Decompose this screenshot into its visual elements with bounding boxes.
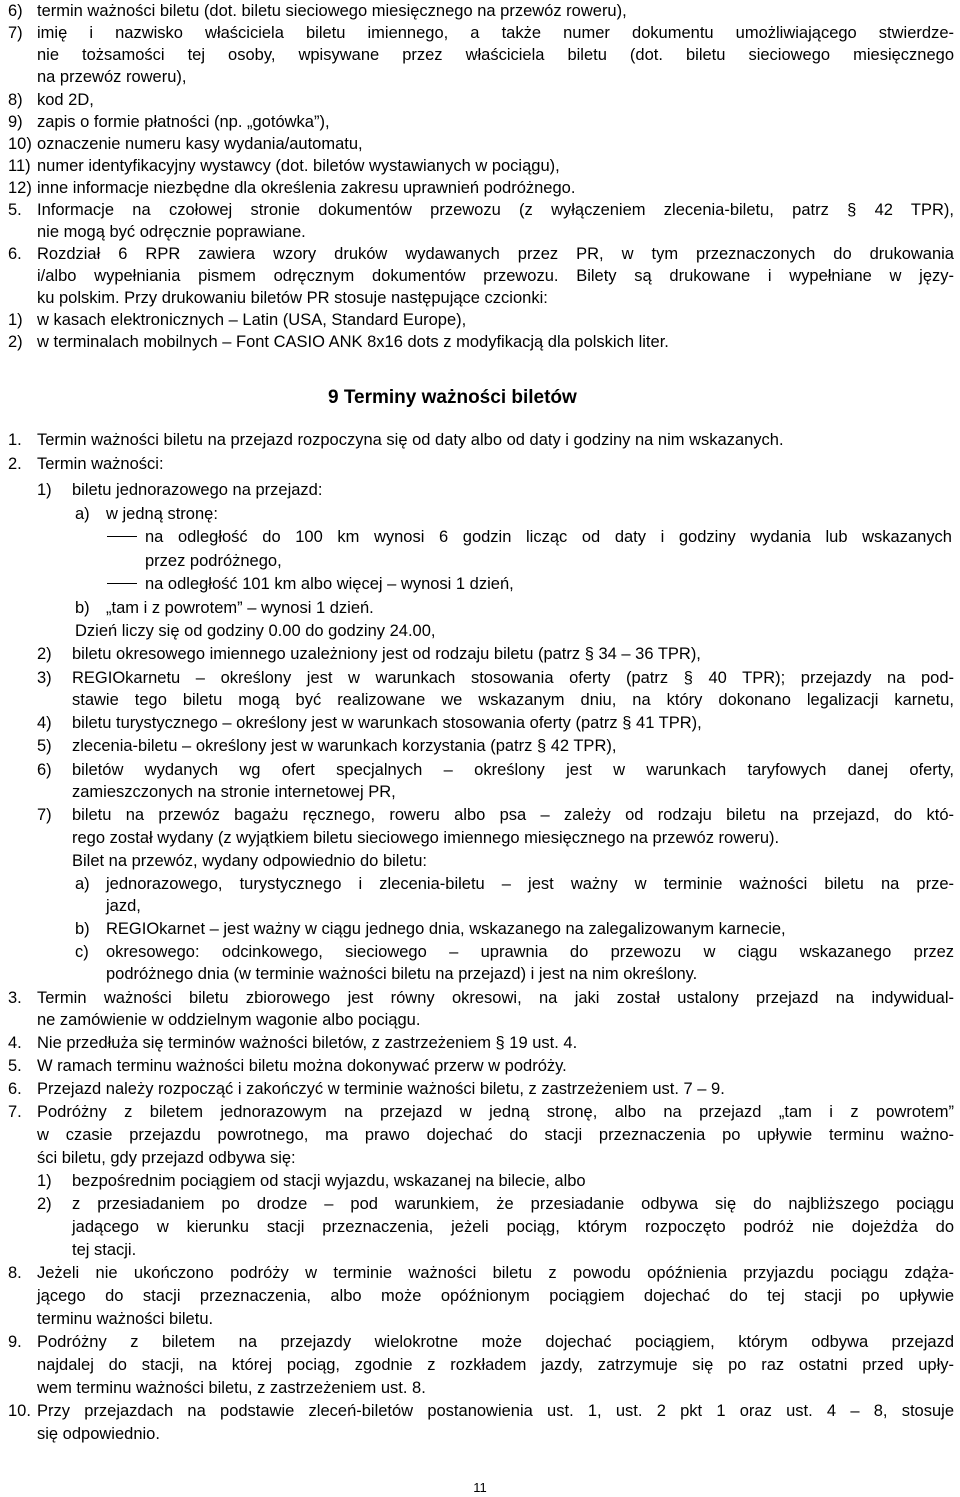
list-item-text: w jedną stronę: — [106, 505, 218, 523]
paragraph-text: się odpowiednio. — [37, 1425, 160, 1443]
paragraph-text: Termin ważności biletu na przejazd rozpoczyna się od daty albo od daty i godziny na nim wskazanych. — [37, 431, 784, 449]
list-item-text: tej stacji. — [72, 1241, 137, 1259]
list-item-num: a) — [75, 505, 90, 523]
paragraph-num: 3. — [8, 989, 22, 1007]
dash-bullet — [107, 583, 137, 584]
list-item-num: 9) — [8, 113, 23, 131]
list-item-text: na odległość do 100 km wynosi 6 godzin licząc od daty i godziny wydania lub wskazanych — [145, 528, 952, 546]
list-item-num: 7) — [37, 806, 52, 824]
list-item-num: 1) — [8, 311, 23, 329]
paragraph-num: 6. — [8, 1080, 22, 1098]
list-item-text: w kasach elektronicznych – Latin (USA, Standard Europe), — [37, 311, 467, 329]
paragraph-num: 9. — [8, 1333, 22, 1351]
paragraph-num: 6. — [8, 245, 22, 263]
list-item-text: biletów wydanych wg ofert specjalnych – określony jest w warunkach taryfowych danej oferty, — [72, 761, 954, 779]
paragraph-num: 7. — [8, 1103, 22, 1121]
paragraph-num: 5. — [8, 201, 22, 219]
list-item-text: Bilet na przewóz, wydany odpowiednio do biletu: — [72, 852, 427, 870]
list-item-text: okresowego: odcinkowego, sieciowego – uprawnia do przewozu w ciągu wskazanego przez — [106, 943, 954, 961]
list-item-text: Dzień liczy się od godziny 0.00 do godziny 24.00, — [75, 622, 436, 640]
list-item-num: 3) — [37, 669, 52, 687]
list-item-num: c) — [75, 943, 89, 961]
paragraph-text: Przejazd należy rozpocząć i zakończyć w terminie ważności biletu, z zastrzeżeniem ust. 7 – 9. — [37, 1080, 725, 1098]
list-item-text: zapis o formie płatności (np. „gotówka”), — [37, 113, 330, 131]
page-number: 11 — [473, 1480, 487, 1495]
list-item-text: jazd, — [106, 897, 141, 915]
list-item-text: zlecenia-biletu – określony jest w warunkach korzystania (patrz § 42 TPR), — [72, 737, 617, 755]
list-item-text: imię i nazwisko właściciela biletu imiennego, a także numer dokumentu umożliwiającego stwierdze- — [37, 24, 954, 42]
list-item-text: na przewóz roweru), — [37, 68, 187, 86]
list-item-text: w terminalach mobilnych – Font CASIO ANK 8x16 dots z modyfikacją dla polskich liter. — [37, 333, 669, 351]
list-item-text: REGIOkarnet – jest ważny w ciągu jednego dnia, wskazanego na zalegalizowanym karnecie, — [106, 920, 786, 938]
list-item-text: „tam i z powrotem” – wynosi 1 dzień. — [106, 599, 374, 617]
list-item-num: b) — [75, 599, 90, 617]
list-item-text: biletu jednorazowego na przejazd: — [72, 481, 323, 499]
paragraph-text: wem terminu ważności biletu, z zastrzeżeniem ust. 8. — [37, 1379, 426, 1397]
paragraph-text: Podróżny z biletem na przejazdy wielokrotne może dojechać pociągiem, którym odbywa przejazd — [37, 1333, 954, 1351]
paragraph-num: 10. — [8, 1402, 31, 1420]
list-item-text: przez podróżnego, — [145, 552, 282, 570]
paragraph-text: W ramach terminu ważności biletu można dokonywać przerw w podróży. — [37, 1057, 567, 1075]
paragraph-num: 8. — [8, 1264, 22, 1282]
section-title: 9 Terminy ważności biletów — [328, 387, 577, 408]
list-item-num: a) — [75, 875, 90, 893]
paragraph-text: Termin ważności biletu zbiorowego jest równy okresowi, na jaki został ustalony przejazd na indywidual- — [37, 989, 954, 1007]
paragraph-text: najdalej do stacji, na której pociąg, zgodnie z rozkładem jazdy, zatrzymuje się po raz ostatni przed upły- — [37, 1356, 954, 1374]
list-item-num: 12) — [8, 179, 32, 197]
list-item-text: REGIOkarnetu – określony jest w warunkach stosowania oferty (patrz § 40 TPR); przejazdy na pod- — [72, 669, 954, 687]
list-item-num: 6) — [8, 2, 23, 20]
paragraph-text: Przy przejazdach na podstawie zleceń-biletów postanowienia ust. 1, ust. 2 pkt 1 oraz ust. 4 – 8, stosuje — [37, 1402, 954, 1420]
list-item-num: 7) — [8, 24, 23, 42]
paragraph-num: 2. — [8, 455, 22, 473]
list-item-num: 8) — [8, 91, 23, 109]
paragraph-num: 5. — [8, 1057, 22, 1075]
paragraph-num: 4. — [8, 1034, 22, 1052]
list-item-text: biletu na przewóz bagażu ręcznego, roweru albo psa – zależy od rodzaju biletu na przejazd, do któ- — [72, 806, 954, 824]
list-item-text: biletu okresowego imiennego uzależniony jest od rodzaju biletu (patrz § 34 – 36 TPR), — [72, 645, 701, 663]
paragraph-text: Nie przedłuża się terminów ważności biletów, z zastrzeżeniem § 19 ust. 4. — [37, 1034, 578, 1052]
list-item-text: biletu turystycznego – określony jest w warunkach stosowania oferty (patrz § 41 TPR), — [72, 714, 702, 732]
list-item-num: 1) — [37, 481, 52, 499]
list-item-text: z przesiadaniem po drodze – pod warunkiem, że przesiadanie odbywa się do najbliższego pociągu — [72, 1195, 954, 1213]
paragraph-text: Termin ważności: — [37, 455, 164, 473]
list-item-text: oznaczenie numeru kasy wydania/automatu, — [37, 135, 363, 153]
list-item-text: nie tożsamości tej osoby, wpisywane przez właściciela biletu (dot. biletu sieciowego miesięcznego — [37, 46, 954, 64]
paragraph-text: Informacje na czołowej stronie dokumentów przewozu (z wyłączeniem zlecenia-biletu, patrz § 42 TPR), — [37, 201, 954, 219]
paragraph-text: ści biletu, gdy przejazd odbywa się: — [37, 1149, 296, 1167]
list-item-text: rego został wydany (z wyjątkiem biletu sieciowego imiennego miesięcznego na przewóz roweru). — [72, 829, 780, 847]
list-item-num: 1) — [37, 1172, 52, 1190]
list-item-num: 11) — [8, 157, 31, 175]
list-item-num: 2) — [37, 645, 52, 663]
paragraph-text: terminu ważności biletu. — [37, 1310, 214, 1328]
list-item-text: jadącego w kierunku stacji przeznaczenia, jeżeli pociąg, którym rozpoczęto podróż nie dojeżdża do — [72, 1218, 954, 1236]
list-item-num: 2) — [37, 1195, 52, 1213]
list-item-text: na odległość 101 km albo więcej – wynosi 1 dzień, — [145, 575, 514, 593]
list-item-text: termin ważności biletu (dot. biletu sieciowego miesięcznego na przewóz roweru), — [37, 2, 627, 20]
list-item-num: 4) — [37, 714, 52, 732]
paragraph-text: jącego do stacji przeznaczenia, albo może opóźnionym pociągiem dojechać do tej stacji po upływie — [37, 1287, 954, 1305]
paragraph-text: Podróżny z biletem jednorazowym na przejazd w jedną stronę, albo na przejazd „tam i z powrotem” — [37, 1103, 954, 1121]
list-item-text: bezpośrednim pociągiem od stacji wyjazdu, wskazanej na bilecie, albo — [72, 1172, 586, 1190]
list-item-text: jednorazowego, turystycznego i zlecenia-biletu – jest ważny w terminie ważności biletu na prze- — [106, 875, 954, 893]
paragraph-num: 1. — [8, 431, 22, 449]
dash-bullet — [107, 536, 137, 537]
list-item-text: zamieszczonych na stronie internetowej PR, — [72, 783, 396, 801]
list-item-num: 6) — [37, 761, 52, 779]
paragraph-text: Rozdział 6 RPR zawiera wzory druków wydawanych przez PR, w tym przeznaczonych do drukowania — [37, 245, 954, 263]
list-item-text: inne informacje niezbędne dla określenia zakresu uprawnień podróżnego. — [37, 179, 576, 197]
list-item-text: kod 2D, — [37, 91, 94, 109]
list-item-num: 5) — [37, 737, 52, 755]
list-item-num: b) — [75, 920, 90, 938]
list-item-num: 10) — [8, 135, 32, 153]
list-item-text: podróżnego dnia (w terminie ważności biletu na przejazd) i jest na nim określony. — [106, 965, 698, 983]
paragraph-text: i/albo wypełniania pismem odręcznym dokumentów przewozu. Bilety są drukowane i wypełniane w języ- — [37, 267, 954, 285]
list-item-num: 2) — [8, 333, 23, 351]
paragraph-text: w czasie przejazdu powrotnego, ma prawo dojechać do stacji przeznaczenia po upływie terminu ważno- — [37, 1126, 954, 1144]
paragraph-text: ne zamówienie w oddzielnym wagonie albo pociągu. — [37, 1011, 421, 1029]
list-item-text: stawie tego biletu mogą być realizowane we wskazanym dniu, na który dokonano legalizacji karnetu, — [72, 691, 954, 709]
list-item-text: numer identyfikacyjny wystawcy (dot. biletów wystawianych w pociągu), — [37, 157, 560, 175]
paragraph-text: nie mogą być odręcznie poprawiane. — [37, 223, 306, 241]
paragraph-text: Jeżeli nie ukończono podróży w terminie ważności biletu z powodu opóźnienia przyjazdu pociągu zdąża- — [37, 1264, 954, 1282]
paragraph-text: ku polskim. Przy drukowaniu biletów PR stosuje następujące czcionki: — [37, 289, 548, 307]
